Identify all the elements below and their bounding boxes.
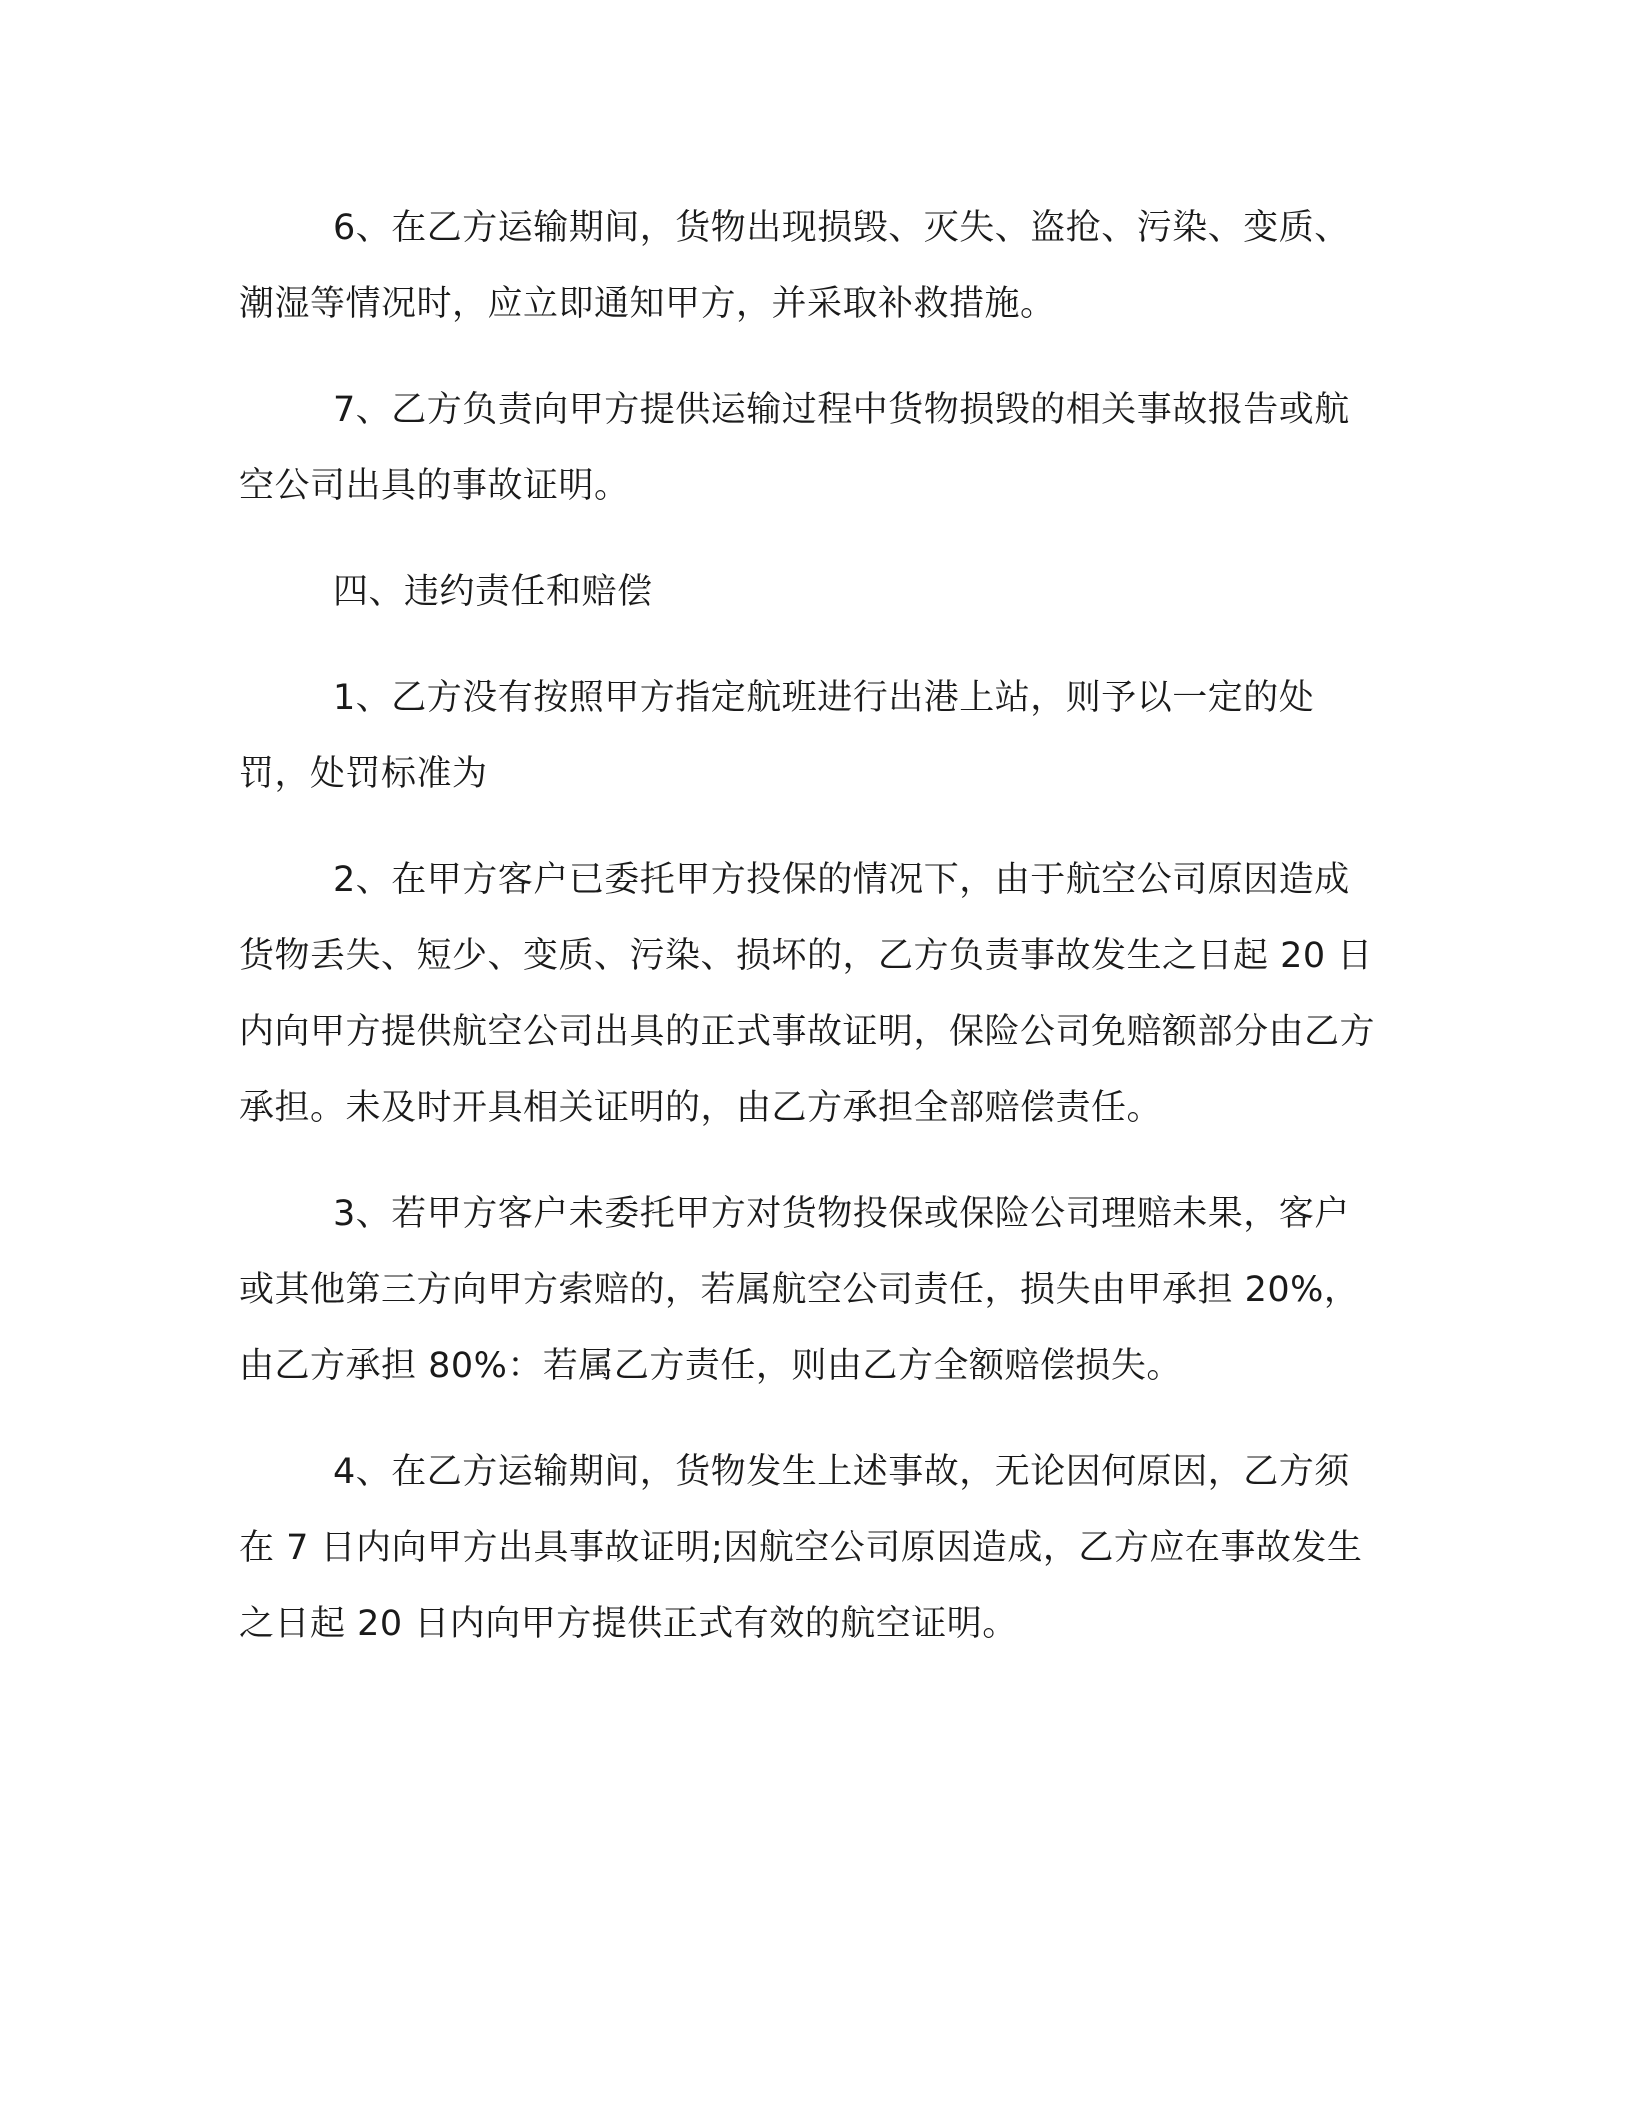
clause-7-paragraph: 7、乙方负责向甲方提供运输过程中货物损毁的相关事故报告或航空公司出具的事故证明。: [239, 390, 1350, 506]
clause-6-paragraph: 6、在乙方运输期间，货物出现损毁、灭失、盗抢、污染、变质、潮湿等情况时，应立即通知甲方，并采取补救措施。: [239, 208, 1350, 324]
liability-clause-2: 2、在甲方客户已委托甲方投保的情况下，由于航空公司原因造成货物丢失、短少、变质、污染、损坏的，乙方负责事故发生之日起 20 日内向甲方提供航空公司出具的正式事故证明，保险公司免赔额部分由乙方承担。未及时开具相关证明的，由乙方承担全部赔偿责任。: [239, 860, 1376, 1128]
section-heading: 四、违约责任和赔偿: [333, 572, 653, 612]
document-body: [239, 190, 1379, 1662]
liability-clause-4: 4、在乙方运输期间，货物发生上述事故，无论因何原因，乙方须在 7 日内向甲方出具事故证明;因航空公司原因造成，乙方应在事故发生之日起 20 日内向甲方提供正式有效的航空证明。: [239, 1452, 1363, 1644]
liability-clause-1: 1、乙方没有按照甲方指定航班进行出港上站，则予以一定的处罚，处罚标准为: [239, 678, 1315, 794]
liability-clause-3: 3、若甲方客户未委托甲方对货物投保或保险公司理赔未果，客户或其他第三方向甲方索赔的，若属航空公司责任，损失由甲承担 20%，由乙方承担 80%：若属乙方责任，则由乙方全额赔偿损失。: [239, 1194, 1360, 1386]
